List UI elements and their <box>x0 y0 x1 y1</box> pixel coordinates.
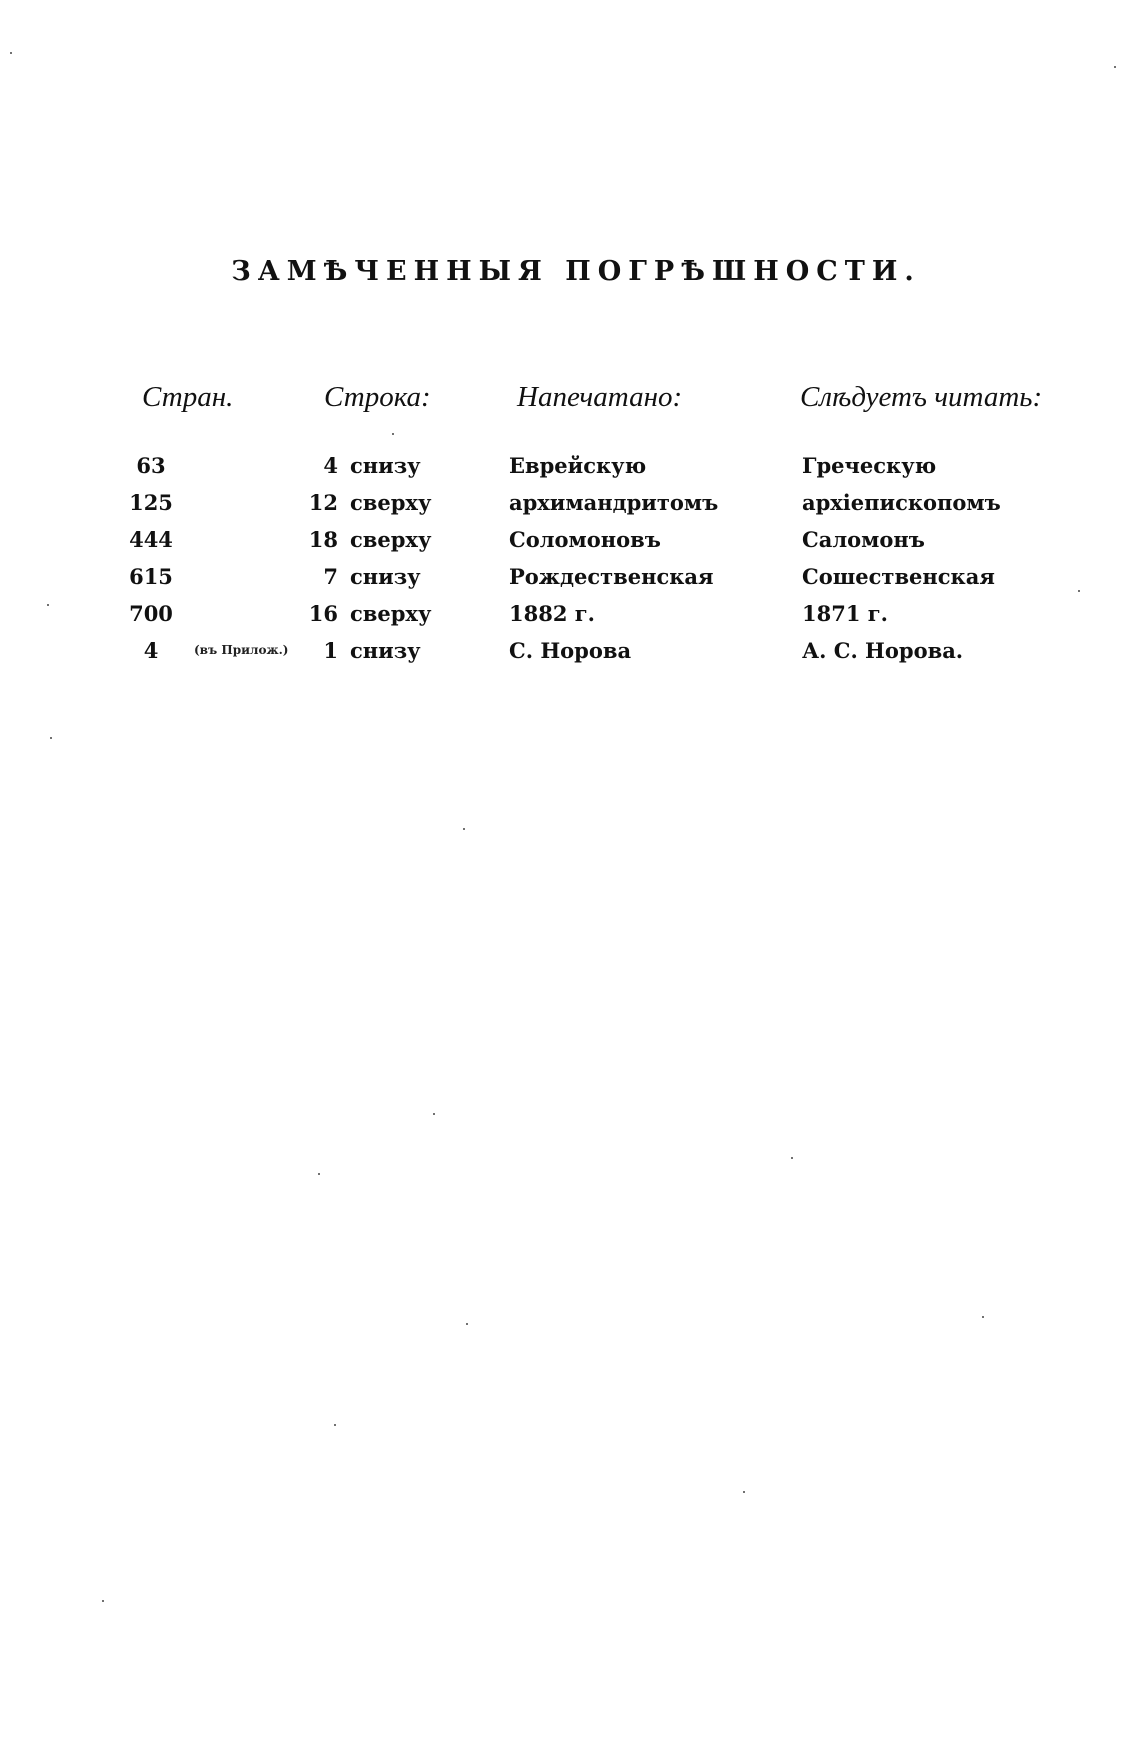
row-printed: 1882 г. <box>509 601 595 626</box>
row-should-read: Сошественская <box>802 564 995 589</box>
header-page: Стран. <box>142 381 234 413</box>
row-page: 615 <box>129 564 173 589</box>
scan-speck <box>433 1113 435 1115</box>
row-line-number: 16 <box>308 601 338 626</box>
row-line-number: 4 <box>323 453 338 478</box>
row-page: 4 <box>143 638 159 663</box>
scan-speck <box>463 828 465 830</box>
row-line-direction: снизу <box>350 564 421 589</box>
header-should-read: Слѣдуетъ читать: <box>800 381 1043 413</box>
scan-speck <box>318 1173 320 1175</box>
row-page: 125 <box>129 490 173 515</box>
errata-row <box>0 484 1140 521</box>
row-line-number: 1 <box>323 638 338 663</box>
scan-speck <box>334 1424 336 1426</box>
row-line-direction: снизу <box>350 453 421 478</box>
row-printed: Соломоновъ <box>509 527 661 552</box>
row-should-read: 1871 г. <box>802 601 888 626</box>
row-should-read: архіепископомъ <box>802 490 1001 515</box>
scan-speck <box>982 1316 984 1318</box>
row-should-read: Саломонъ <box>802 527 925 552</box>
scan-speck <box>50 737 52 739</box>
scan-speck <box>743 1491 745 1493</box>
scan-speck <box>10 52 12 54</box>
errata-row <box>0 447 1140 484</box>
row-printed: С. Норова <box>509 638 632 663</box>
errata-row <box>0 521 1140 558</box>
row-printed: Еврейскую <box>509 453 647 478</box>
row-line-direction: сверху <box>350 601 432 626</box>
errata-row <box>0 595 1140 632</box>
row-printed: Рождественская <box>509 564 714 589</box>
row-line-direction: сверху <box>350 527 432 552</box>
header-line: Строка: <box>324 381 431 413</box>
row-line-number: 18 <box>308 527 338 552</box>
row-page: 444 <box>129 527 173 552</box>
scan-speck <box>1114 66 1116 68</box>
scan-speck <box>1078 590 1080 592</box>
scan-speck <box>102 1600 104 1602</box>
scan-speck <box>47 604 49 606</box>
row-line-number: 7 <box>323 564 338 589</box>
errata-row <box>0 558 1140 595</box>
row-printed: архимандритомъ <box>509 490 719 515</box>
row-should-read: А. С. Норова. <box>802 638 964 663</box>
errata-row <box>0 632 1140 669</box>
row-should-read: Греческую <box>802 453 937 478</box>
scan-speck <box>466 1323 468 1325</box>
header-printed: Напечатано: <box>517 381 683 413</box>
row-line-direction: снизу <box>350 638 421 663</box>
row-page: 700 <box>129 601 173 626</box>
scan-speck <box>791 1157 793 1159</box>
errata-table <box>0 447 1140 669</box>
row-line-direction: сверху <box>350 490 432 515</box>
scan-speck <box>392 433 394 435</box>
errata-title: ЗАМѢЧЕННЫЯ ПОГРѢШНОСТИ. <box>231 256 921 287</box>
row-line-number: 12 <box>308 490 338 515</box>
row-note: (въ Прилож.) <box>194 643 289 657</box>
row-page: 63 <box>136 453 166 478</box>
